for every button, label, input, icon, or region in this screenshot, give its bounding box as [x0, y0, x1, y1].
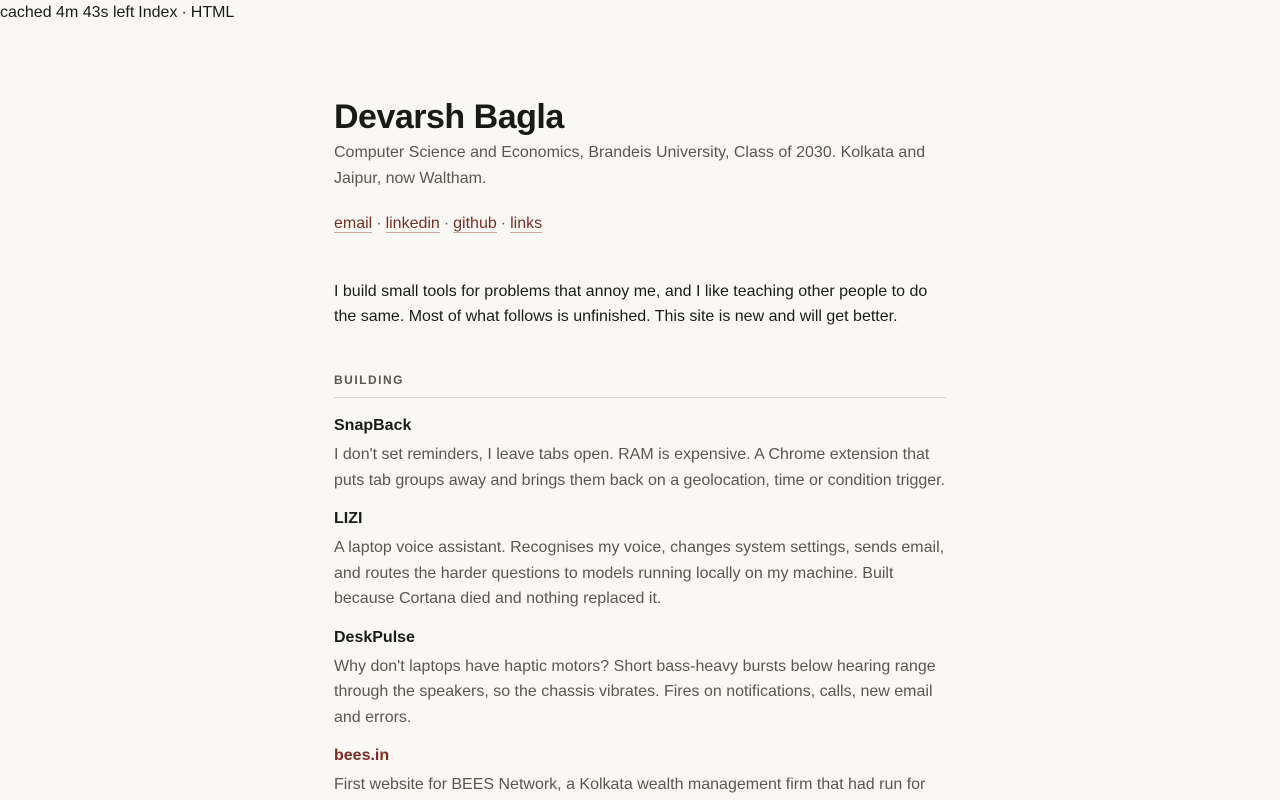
page-title: Devarsh Bagla [334, 98, 564, 136]
email-link[interactable]: email [334, 215, 373, 232]
page-subtitle: Computer Science and Economics, Brandeis University, Class of 2030. Kolkata and Jaipur, now Waltham. [334, 144, 926, 187]
topbar-separator: · [181, 4, 187, 21]
contact-links [334, 213, 946, 235]
project-item [334, 746, 946, 798]
cache-status: cached 4m 43s left [0, 4, 135, 21]
project-name: DeskPulse [334, 628, 415, 646]
main-content [334, 96, 946, 798]
project-description: I don't set reminders, I leave tabs open. RAM is expensive. A Chrome extension that puts tab groups away and brings them back on a geolocation, time or condition trigger. [334, 446, 946, 489]
section-heading-building: BUILDING [334, 372, 946, 398]
project-item [334, 628, 946, 731]
project-description: First website for BEES Network, a Kolkata wealth management firm that had run for [334, 776, 926, 793]
topbar [0, 3, 238, 23]
project-item [334, 416, 946, 493]
index-link[interactable]: Index [138, 4, 178, 21]
intro-paragraph: I build small tools for problems that annoy me, and I like teaching other people to do the same. Most of what follows is unfinished. This site is new and will get better. [334, 283, 928, 325]
links-link[interactable]: links [510, 215, 543, 232]
link-separator: · [443, 215, 450, 232]
project-name: LIZI [334, 510, 363, 527]
project-name: SnapBack [334, 417, 412, 434]
project-name-link[interactable]: bees.in [334, 747, 390, 764]
github-link[interactable]: github [453, 215, 497, 232]
format-label: HTML [190, 4, 235, 21]
linkedin-link[interactable]: linkedin [385, 215, 440, 232]
project-description: Why don't laptops have haptic motors? Short bass-heavy bursts below hearing range through the speakers, so the chassis vibrates. Fires on notifications, calls, new email and errors. [334, 657, 936, 726]
link-separator: · [500, 215, 507, 232]
project-item [334, 509, 946, 612]
link-separator: · [376, 215, 382, 232]
project-description: A laptop voice assistant. Recognises my voice, changes system settings, sends email, and routes the harder questions to models running locally on my machine. Built because Cortana died and nothing replaced it. [334, 539, 945, 607]
